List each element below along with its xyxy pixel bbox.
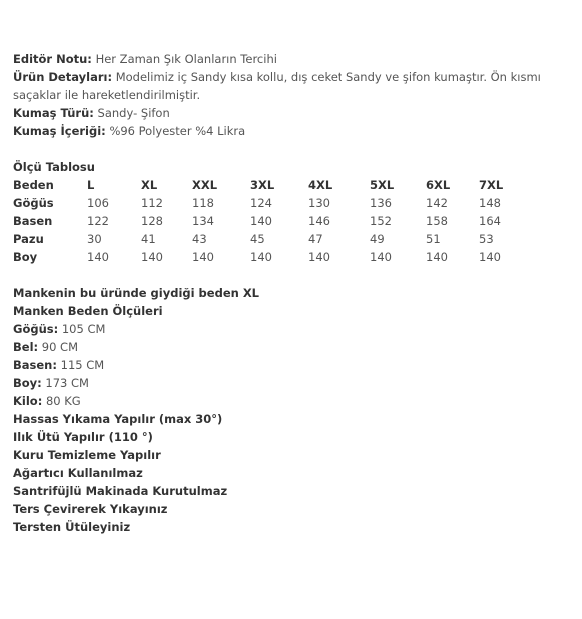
table-cell: 51 <box>426 232 441 246</box>
row-label: Boy <box>13 250 38 264</box>
product-description <box>13 50 578 536</box>
model-hip-value: 115 CM <box>60 358 105 372</box>
table-cell: 140 <box>308 250 330 264</box>
size-header-cell: 5XL <box>370 178 395 192</box>
table-cell: 152 <box>370 214 392 228</box>
fabric-type-value: Sandy- Şifon <box>97 106 170 120</box>
model-chest-value: 105 CM <box>61 322 106 336</box>
row-label: Pazu <box>13 232 44 246</box>
fabric-content <box>13 122 578 140</box>
table-cell: 130 <box>308 196 330 210</box>
table-cell: 146 <box>308 214 330 228</box>
model-weight <box>13 392 578 410</box>
care-instruction: Santrifüjlü Makinada Kurutulmaz <box>13 484 228 498</box>
size-header-cell: XL <box>141 178 158 192</box>
table-cell: 140 <box>141 250 163 264</box>
product-details <box>13 68 578 104</box>
table-cell: 140 <box>87 250 109 264</box>
model-waist <box>13 338 578 356</box>
model-chest-label: Göğüs: <box>13 322 59 336</box>
fabric-type <box>13 104 578 122</box>
model-chest <box>13 320 578 338</box>
editor-note <box>13 50 578 68</box>
editor-note-value: Her Zaman Şık Olanların Tercihi <box>95 52 277 66</box>
table-cell: 134 <box>192 214 214 228</box>
table-cell: 112 <box>141 196 163 210</box>
model-height-value: 173 CM <box>45 376 89 390</box>
table-cell: 122 <box>87 214 109 228</box>
table-cell: 47 <box>308 232 323 246</box>
table-cell: 128 <box>141 214 163 228</box>
table-row <box>13 248 519 266</box>
table-cell: 140 <box>426 250 448 264</box>
table-cell: 53 <box>479 232 494 246</box>
table-cell: 49 <box>370 232 385 246</box>
table-cell: 43 <box>192 232 207 246</box>
spacer <box>13 266 578 284</box>
size-table <box>13 176 519 266</box>
care-instruction: Ilık Ütü Yapılır (110 °) <box>13 430 153 444</box>
table-cell: 140 <box>479 250 501 264</box>
fabric-content-label: Kumaş İçeriği: <box>13 124 106 138</box>
model-weight-value: 80 KG <box>45 394 81 408</box>
table-row <box>13 194 519 212</box>
row-label: Göğüs <box>13 196 54 210</box>
product-details-value: Modelimiz iç Sandy kısa kollu, dış ceket Sandy ve şifon kumaştır. Ön kısmı saçaklar ile hareketlendirilmiştir. <box>13 70 541 102</box>
model-weight-label: Kilo: <box>13 394 43 408</box>
model-waist-label: Bel: <box>13 340 39 354</box>
table-cell: 41 <box>141 232 156 246</box>
model-waist-value: 90 CM <box>41 340 79 354</box>
size-table-title: Ölçü Tablosu <box>13 160 95 174</box>
size-header-cell: 6XL <box>426 178 451 192</box>
table-cell: 142 <box>426 196 448 210</box>
table-row <box>13 230 519 248</box>
care-instruction: Kuru Temizleme Yapılır <box>13 448 161 462</box>
size-header-cell: L <box>87 178 95 192</box>
product-details-label: Ürün Detayları: <box>13 70 113 84</box>
table-cell: 106 <box>87 196 109 210</box>
table-cell: 124 <box>250 196 272 210</box>
table-cell: 158 <box>426 214 448 228</box>
care-instruction: Ağartıcı Kullanılmaz <box>13 466 143 480</box>
table-cell: 140 <box>370 250 392 264</box>
model-hip <box>13 356 578 374</box>
model-measurements-title: Manken Beden Ölçüleri <box>13 304 163 318</box>
model-height-label: Boy: <box>13 376 42 390</box>
table-cell: 148 <box>479 196 501 210</box>
table-cell: 140 <box>192 250 214 264</box>
model-hip-label: Basen: <box>13 358 57 372</box>
table-cell: 136 <box>370 196 392 210</box>
table-cell: 140 <box>250 214 272 228</box>
table-cell: 45 <box>250 232 265 246</box>
table-cell: 30 <box>87 232 102 246</box>
table-cell: 140 <box>250 250 272 264</box>
care-instruction: Ters Çevirerek Yıkayınız <box>13 502 168 516</box>
table-row <box>13 212 519 230</box>
size-header-cell: 7XL <box>479 178 504 192</box>
fabric-type-label: Kumaş Türü: <box>13 106 94 120</box>
size-table-header-row <box>13 176 519 194</box>
spacer <box>13 140 578 158</box>
table-cell: 164 <box>479 214 501 228</box>
size-header-cell: XXL <box>192 178 218 192</box>
row-label: Basen <box>13 214 53 228</box>
care-instruction: Tersten Ütüleyiniz <box>13 520 131 534</box>
size-table-header-label: Beden <box>13 178 54 192</box>
care-instruction: Hassas Yıkama Yapılır (max 30°) <box>13 412 223 426</box>
editor-note-label: Editör Notu: <box>13 52 92 66</box>
model-height <box>13 374 578 392</box>
model-worn-size: Mankenin bu üründe giydiği beden XL <box>13 286 260 300</box>
size-header-cell: 3XL <box>250 178 275 192</box>
fabric-content-value: %96 Polyester %4 Likra <box>109 124 246 138</box>
table-cell: 118 <box>192 196 214 210</box>
size-header-cell: 4XL <box>308 178 333 192</box>
